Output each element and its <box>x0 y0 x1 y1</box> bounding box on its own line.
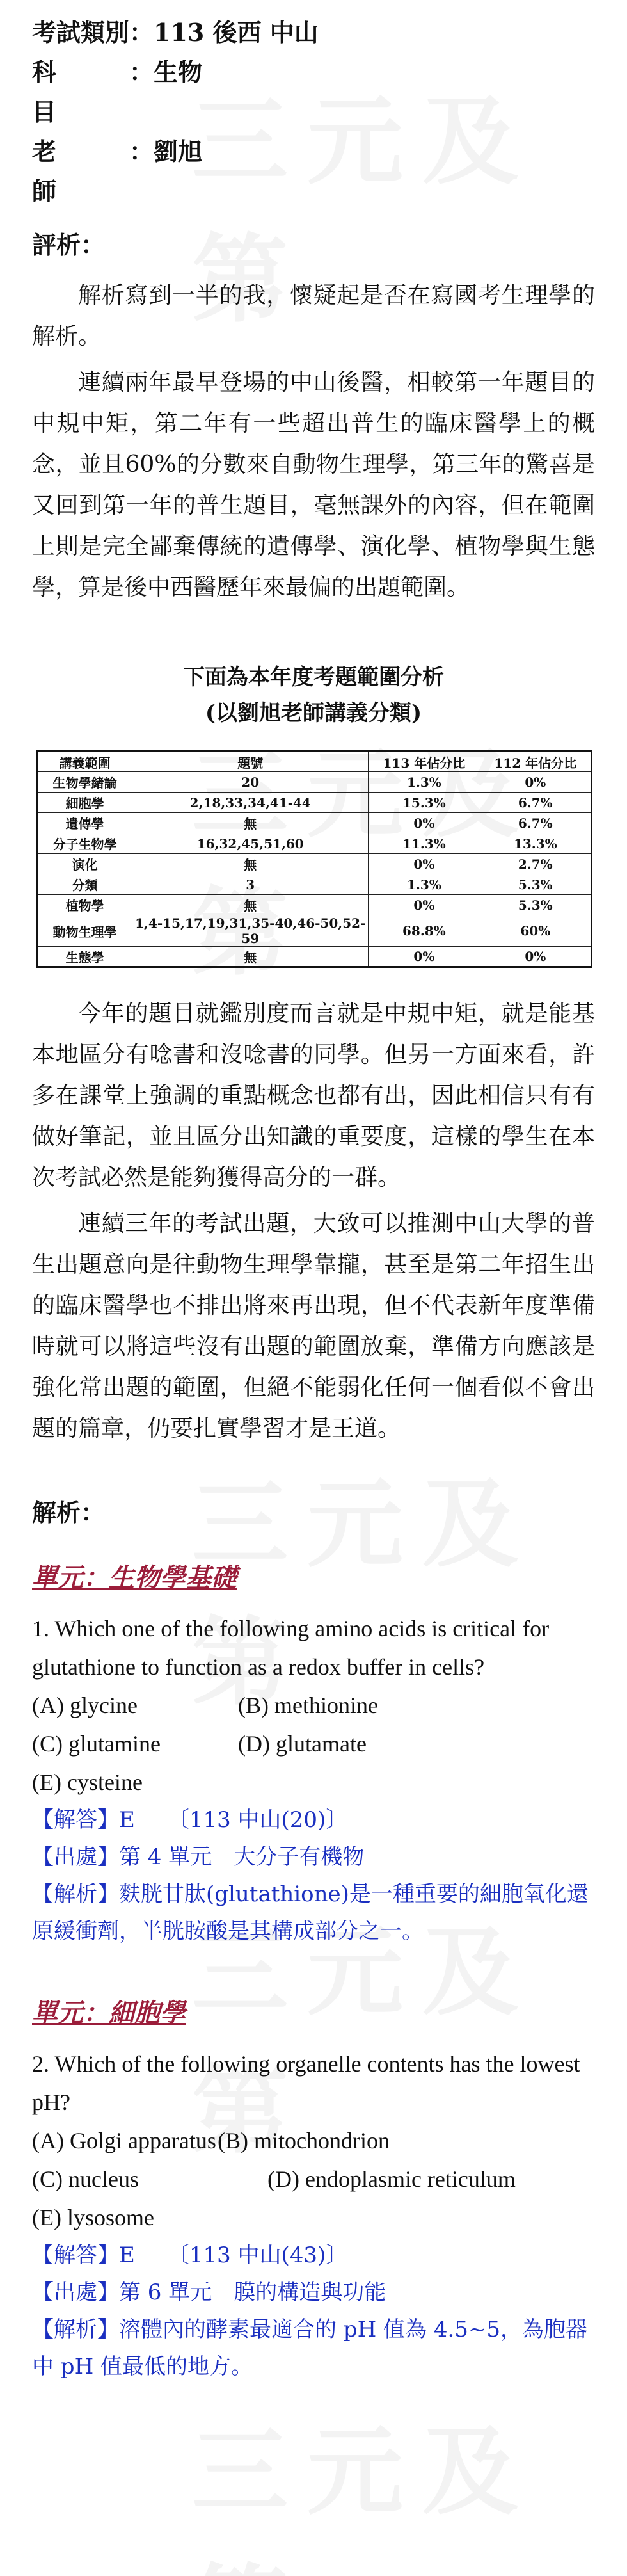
table-cell: 6.7% <box>480 813 591 833</box>
explanation-line: 【解析】溶體內的酵素最適合的 pH 值為 4.5~5，為胞器中 pH 值最低的地方。 <box>32 2317 588 2379</box>
subject-label: 科目 <box>32 58 103 126</box>
teacher-row: 老師 ： 劉旭 <box>32 132 595 211</box>
table-title: 下面為本年度考題範圍分析 <box>183 664 444 690</box>
source-line: 【出處】第 6 單元 膜的構造與功能 <box>32 2280 386 2305</box>
table-cell: 演化 <box>37 854 132 874</box>
subject-row: 科目 ： 生物 <box>32 52 595 132</box>
exam-header <box>32 13 595 211</box>
table-cell: 細胞學 <box>37 793 132 813</box>
table-cell: 2.7% <box>480 854 591 874</box>
option: (B) mitochondrion <box>218 2128 390 2153</box>
table-cell: 分子生物學 <box>37 833 132 854</box>
table-row <box>37 772 592 793</box>
option: (C) nucleus <box>32 2166 139 2192</box>
analysis-title: 解析： <box>32 1498 106 1527</box>
table-cell: 11.3% <box>369 833 480 854</box>
table-row <box>37 813 592 833</box>
options-row <box>32 2198 595 2237</box>
commentary-paragraph: 連續三年的考試出題，大致可以推測中山大學的普生出題意向是往動物生理學靠攏，甚至是第二年招生出的臨床醫學也不排出將來再出現，但不代表新年度準備時就可以將這些沒有出題的範圍放棄，準備方向應該是強化常出題的範圍，但絕不能弱化任何一個看似不會出題的篇章，仍要扎實學習才是王道。 <box>32 1211 595 1442</box>
table-cell: 0% <box>480 947 591 967</box>
option: (B) methionine <box>238 1693 378 1718</box>
range-table <box>36 750 592 968</box>
unit-title: 單元：生物學基礎 <box>32 1563 237 1593</box>
table-cell: 遺傳學 <box>37 813 132 833</box>
commentary <box>32 994 595 1449</box>
table-cell: 生物學緒論 <box>37 772 132 793</box>
table-cell: 1.3% <box>369 772 480 793</box>
table-cell: 5.3% <box>480 895 591 915</box>
table-header-cell: 112 年佔分比 <box>480 752 591 772</box>
table-row <box>37 854 592 874</box>
table-cell: 0% <box>369 854 480 874</box>
document <box>32 13 595 2385</box>
answer-line: 【解答】E 〔113 中山(20)〕 <box>32 1807 348 1833</box>
table-cell: 0% <box>480 772 591 793</box>
table-header-cell: 講義範圍 <box>37 752 132 772</box>
option: (E) lysosome <box>32 2205 154 2230</box>
intro-paragraph: 解析寫到一半的我，懷疑起是否在寫國考生理學的解析。 <box>32 282 595 350</box>
table-row <box>37 793 592 813</box>
table-cell: 60% <box>480 915 591 947</box>
option: (A) Golgi apparatus <box>32 2128 216 2153</box>
table-row <box>37 833 592 854</box>
question-text: 1. Which one of the following amino acids is critical for glutathione to function as a redox buffer in cells? <box>32 1616 550 1680</box>
answer-line: 【解答】E 〔113 中山(43)〕 <box>32 2242 348 2268</box>
table-cell: 6.7% <box>480 793 591 813</box>
table-header-row <box>37 752 592 772</box>
table-cell: 68.8% <box>369 915 480 947</box>
table-row <box>37 947 592 967</box>
intro-title: 評析： <box>32 230 106 259</box>
options-row <box>32 1763 595 1801</box>
table-cell: 動物生理學 <box>37 915 132 947</box>
option: (A) glycine <box>32 1693 138 1718</box>
range-analysis <box>32 659 595 968</box>
option: (D) glutamate <box>238 1731 367 1757</box>
watermark <box>0 2369 627 2535</box>
source-line: 【出處】第 4 單元 大分子有機物 <box>32 1844 365 1870</box>
options-row <box>32 2121 595 2160</box>
watermark-text <box>192 2394 627 2576</box>
explanation-line: 【解析】麩胱甘肽(glutathione)是一種重要的細胞氧化還原緩衝劑，半胱胺酸是其構成部分之一。 <box>32 1881 589 1944</box>
options-row <box>32 2160 595 2198</box>
table-cell: 分類 <box>37 874 132 895</box>
table-row <box>37 895 592 915</box>
table-cell: 無 <box>132 854 369 874</box>
teacher-label: 老師 <box>32 137 103 205</box>
table-cell: 16,32,45,51,60 <box>132 833 369 854</box>
table-cell: 無 <box>132 895 369 915</box>
table-cell: 0% <box>369 895 480 915</box>
table-row <box>37 874 592 895</box>
table-cell: 無 <box>132 813 369 833</box>
table-cell: 20 <box>132 772 369 793</box>
options-row <box>32 1725 595 1763</box>
table-cell: 生態學 <box>37 947 132 967</box>
table-cell: 無 <box>132 947 369 967</box>
option: (E) cysteine <box>32 1769 143 1795</box>
table-cell: 0% <box>369 947 480 967</box>
teacher-value: 劉旭 <box>154 137 203 166</box>
unit-section <box>32 1991 595 2385</box>
question-text: 2. Which of the following organelle contents has the lowest pH? <box>32 2051 580 2115</box>
subject-value: 生物 <box>154 58 203 86</box>
exam-category-label: 考試類別 <box>32 18 130 47</box>
table-cell: 13.3% <box>480 833 591 854</box>
option: (C) glutamine <box>32 1731 161 1757</box>
table-subtitle: (以劉旭老師講義分類) <box>205 700 422 726</box>
exam-category-row: 考試類別 ： 113 後西 中山 <box>32 13 595 52</box>
intro-paragraph: 連續兩年最早登場的中山後醫，相較第一年題目的中規中矩，第二年有一些超出普生的臨床醫學上的概念，並且60%的分數來自動物生理學，第三年的驚喜是又回到第一年的普生題目，毫無課外的內容，但在範圍上則是完全鄙棄傳統的遺傳學、演化學、植物學與生態學，算是後中西醫歷年來最偏的出題範圍。 <box>32 369 595 600</box>
table-cell: 植物學 <box>37 895 132 915</box>
table-cell: 5.3% <box>480 874 591 895</box>
table-cell: 15.3% <box>369 793 480 813</box>
table-cell: 0% <box>369 813 480 833</box>
table-header-cell: 題號 <box>132 752 369 772</box>
exam-category-value: 113 後西 中山 <box>154 18 319 47</box>
table-cell: 1,4-15,17,19,31,35-40,46-50,52-59 <box>132 915 369 947</box>
option: (D) endoplasmic reticulum <box>267 2166 516 2192</box>
commentary-paragraph: 今年的題目就鑑別度而言就是中規中矩，就是能基本地區分有唸書和沒唸書的同學。但另一方面來看，許多在課堂上強調的重點概念也都有出，因此相信只有有做好筆記，並且區分出知識的重要度，這樣的學生在本次考試必然是能夠獲得高分的一群。 <box>32 1001 595 1191</box>
table-header-cell: 113 年佔分比 <box>369 752 480 772</box>
table-cell: 1.3% <box>369 874 480 895</box>
table-cell: 3 <box>132 874 369 895</box>
unit-section <box>32 1556 595 1950</box>
table-cell: 2,18,33,34,41-44 <box>132 793 369 813</box>
options-row <box>32 1686 595 1725</box>
table-row <box>37 915 592 947</box>
unit-title: 單元：細胞學 <box>32 1998 186 2028</box>
